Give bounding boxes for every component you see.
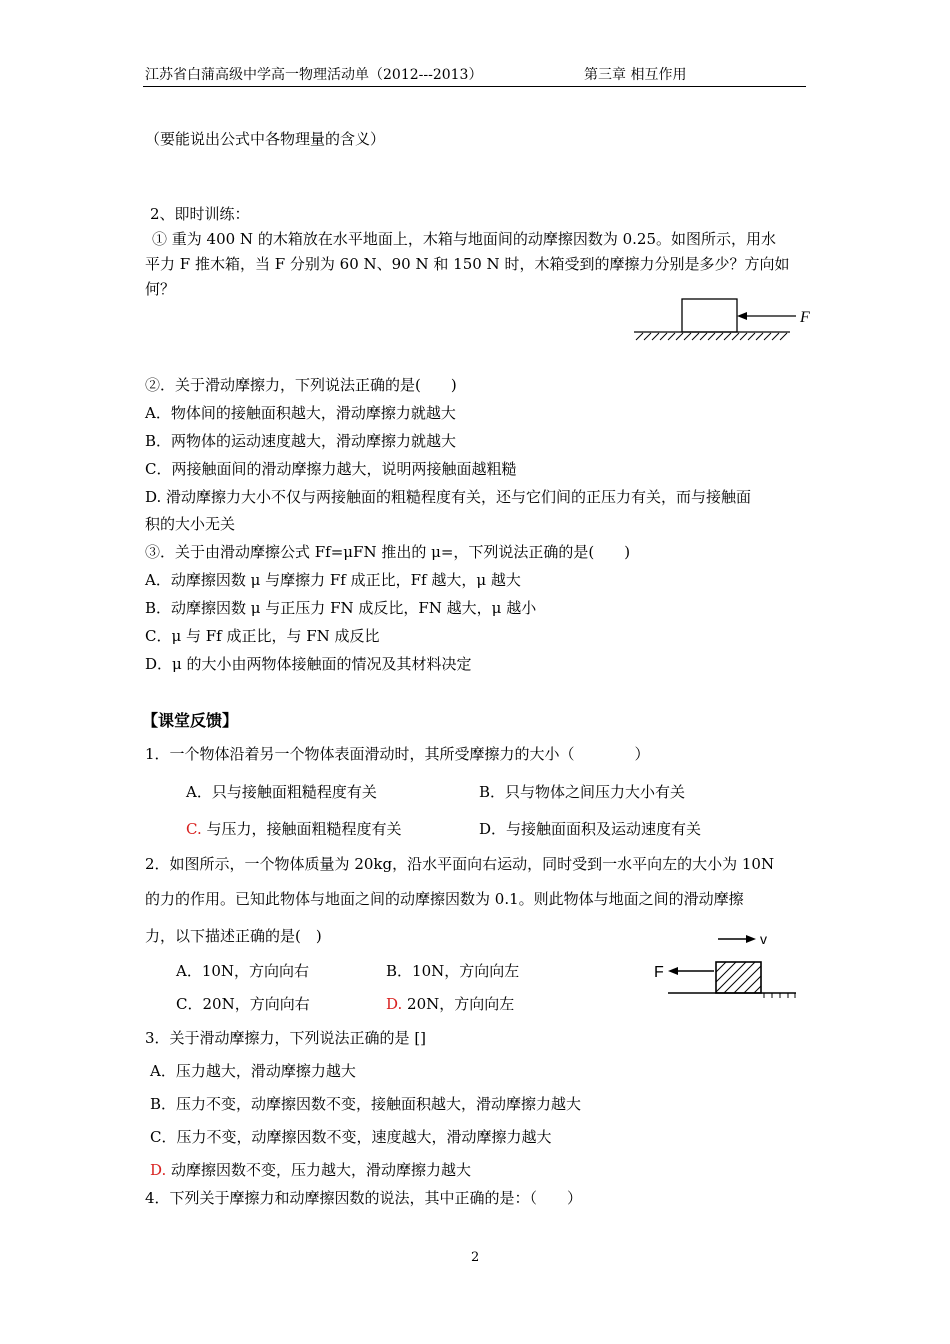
q3-option-c: C．μ 与 Ff 成正比，与 FN 成反比 (145, 627, 380, 645)
fb-q1-option-d: D．与接触面面积及运动速度有关 (479, 820, 702, 838)
fb-q4-stem: 4．下列关于摩擦力和动摩擦因数的说法，其中正确的是：（ ） (145, 1189, 583, 1207)
velocity-label: v (760, 931, 767, 947)
force-f-arrow-head (668, 967, 678, 975)
q2-option-c: C．两接触面间的滑动摩擦力越大，说明两接触面越粗糙 (145, 460, 517, 478)
answer-letter-d-2: D. (150, 1161, 167, 1179)
fb-q2-line3: 力，以下描述正确的是( ) (145, 927, 322, 945)
velocity-arrow-head (746, 935, 756, 943)
fb-q1-stem: 1．一个物体沿着另一个物体表面滑动时，其所受摩擦力的大小（ ） (145, 745, 650, 763)
fb-q2-option-d-text: 20N，方向向左 (407, 995, 515, 1013)
ground-hatching (636, 333, 787, 340)
fb-q1-option-a: A．只与接触面粗糙程度有关 (186, 783, 377, 801)
fb-q2-option-b: B．10N，方向向左 (386, 962, 520, 980)
fb-q2-option-c: C．20N，方向向右 (176, 995, 310, 1013)
header-left: 江苏省白蒲高级中学高一物理活动单（2012---2013） (145, 67, 483, 83)
fb-q3-option-c: C．压力不变，动摩擦因数不变，速度越大，滑动摩擦力越大 (150, 1128, 552, 1146)
fb-q2-line2: 的力的作用。已知此物体与地面之间的动摩擦因数为 0.1。则此物体与地面之间的滑动摩擦 (145, 890, 744, 908)
q3-stem: ③．关于由滑动摩擦公式 Ff=μFN 推出的 μ=，下列说法正确的是( ) (145, 543, 631, 561)
box-push-figure (630, 295, 820, 345)
q2-option-b: B．两物体的运动速度越大，滑动摩擦力就越大 (145, 432, 457, 450)
q2-option-d-line1: D. 滑动摩擦力大小不仅与两接触面的粗糙程度有关，还与它们间的正压力有关，而与接触面 (145, 488, 752, 506)
feedback-title: 【课堂反馈】 (142, 711, 239, 730)
page-number: 2 (471, 1250, 480, 1265)
q3-option-d: D．μ 的大小由两物体接触面的情况及其材料决定 (145, 655, 472, 673)
fb-q2-option-d (386, 993, 514, 1014)
answer-letter-d: D. (386, 995, 403, 1013)
q1-line3: 何？ (145, 280, 176, 298)
fb-q2-line1: 2．如图所示，一个物体质量为 20kg，沿水平面向右运动，同时受到一水平向左的大小为 10N (145, 855, 775, 873)
q1-line1: ① 重为 400 N 的木箱放在水平地面上，木箱与地面间的动摩擦因数为 0.25。如图所示，用水 (152, 230, 776, 248)
wooden-box (682, 299, 737, 332)
fb-q3-stem: 3．关于滑动摩擦力，下列说法正确的是 [] (145, 1029, 427, 1047)
q1-line2: 平力 F 推木箱，当 F 分别为 60 N、90 N 和 150 N 时，木箱受到的摩擦力分别是多少？方向如 (145, 255, 790, 273)
force-label: F (800, 309, 810, 326)
formula-note: （要能说出公式中各物理量的含义） (145, 130, 386, 148)
fb-q1-option-b: B．只与物体之间压力大小有关 (479, 783, 686, 801)
fb-q1-option-c-text: 与压力，接触面粗糙程度有关 (206, 820, 402, 838)
section-title: 2、即时训练： (150, 205, 250, 223)
force-arrow-head (737, 312, 747, 320)
q2-option-d-line2: 积的大小无关 (145, 515, 236, 533)
block-motion-figure (648, 925, 808, 1005)
header-right: 第三章 相互作用 (584, 67, 687, 83)
fb-q3-option-d (150, 1159, 471, 1180)
fb-q3-option-d-text: 动摩擦因数不变，压力越大，滑动摩擦力越大 (171, 1161, 472, 1179)
fb-q3-option-b: B．压力不变，动摩擦因数不变，接触面积越大，滑动摩擦力越大 (150, 1095, 582, 1113)
q3-option-a: A．动摩擦因数 μ 与摩擦力 Ff 成正比，Ff 越大，μ 越大 (145, 571, 521, 589)
q2-option-a: A．物体间的接触面积越大，滑动摩擦力就越大 (145, 404, 456, 422)
block-hatching (716, 962, 761, 993)
answer-letter-c: C. (186, 820, 202, 838)
force-f-label: F (654, 964, 664, 981)
q2-stem: ②．关于滑动摩擦力，下列说法正确的是( ) (145, 376, 457, 394)
ground-ticks (764, 993, 795, 998)
fb-q2-option-a: A．10N，方向向右 (176, 962, 310, 980)
fb-q1-option-c (186, 818, 402, 839)
q3-option-b: B．动摩擦因数 μ 与正压力 FN 成反比，FN 越大，μ 越小 (145, 599, 537, 617)
header-rule (143, 86, 806, 87)
fb-q3-option-a: A．压力越大，滑动摩擦力越大 (150, 1062, 356, 1080)
